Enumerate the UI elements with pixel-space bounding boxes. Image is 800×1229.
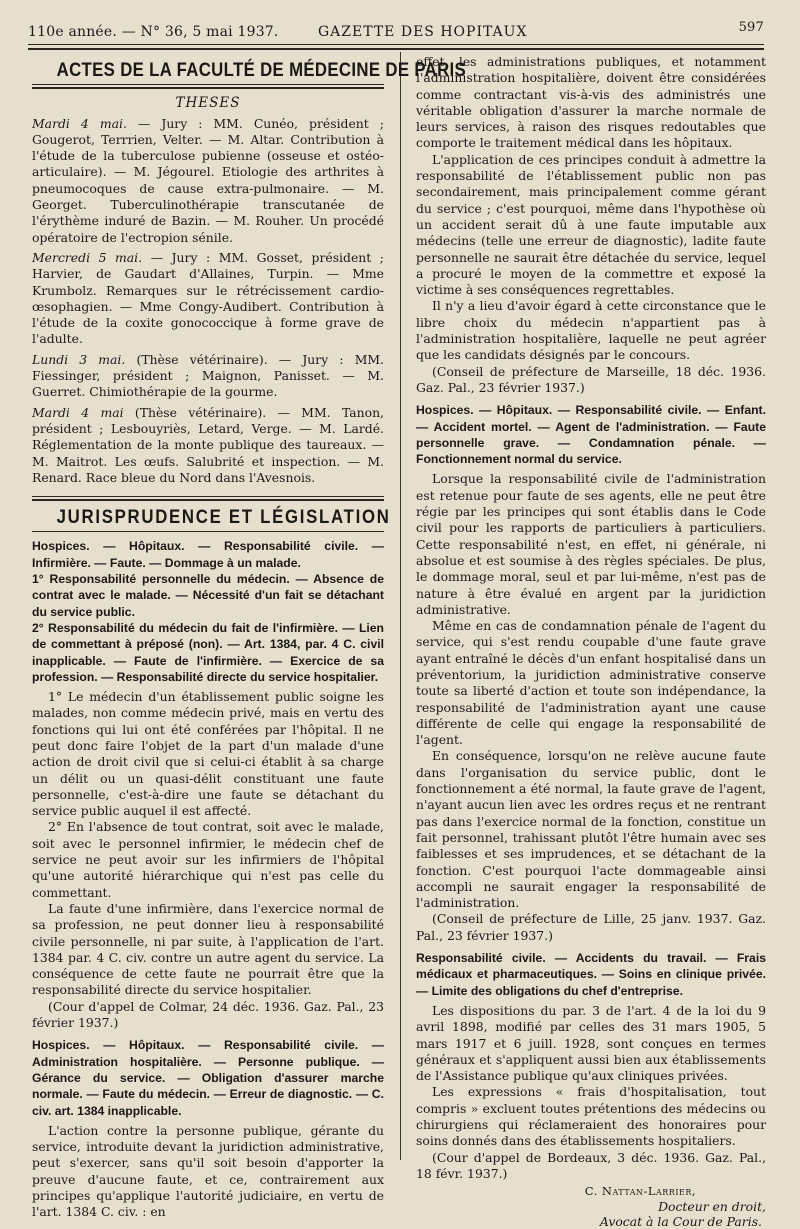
left-column <box>32 54 467 1221</box>
case1-paragraph: 1° Le médecin d'un établissement public soigne les malades, non comme médecin privé, mais en vertu des fonctions qui lui ont été conférées par l'hôpital. Il ne peut donc faire l'objet de la part d'un malade d'une action de droit civil que si celui-ci établit à sa charge un délit ou un quasi-délit constituant une faute personnelle, c'est-à-dire une faute se détachant du service public auquel il est affecté. <box>32 689 384 819</box>
thesis-entry: Mercredi 5 mai. — Jury : MM. Gosset, président ; Harvier, de Gaudart d'Allaines, Turpin. — Mme Krumbolz. Remarques sur le rétrécissement cardio-œsophagien. — Mme Congy-Audibert. Contribution à l'étude de la coxite gonococcique à forme grave de l'adulte. <box>32 249 384 347</box>
thesis-entry: Mardi 4 mai. — Jury : MM. Cunéo, président ; Gougerot, Terrrien, Velter. — M. Altar. Contribution à l'étude de la tuberculose pubienne (osseuse et ostéo-articulaire). — M. Jégourel. Etiologie des arthrites à pneumocoques de cause extra-pulmonaire. — M. Georget. Tuberculinothérapie transcutanée de l'érythème induré de Bazin. — M. Rouher. Un procédé opératoire de l'ectropion sénile. <box>32 115 384 245</box>
author-affiliation: Avocat à la Cour de Paris. <box>599 1214 762 1229</box>
case2-citation: (Conseil de préfecture de Marseille, 18 déc. 1936. Gaz. Pal., 23 février 1937.) <box>416 363 766 395</box>
actes-rule <box>32 84 384 85</box>
theses-list <box>32 116 384 487</box>
thesis-entry: Mardi 4 mai (Thèse vétérinaire). — MM. Tanon, président ; Lesbouyriès, Letard, Verge. — M. Lardé. Réglementation de la monte publique des taureaux. — M. Maitrot. Les œufs. Salubrité et inspection. — M. Renard. Race bleue du Nord dans l'Avesnois. <box>32 404 384 485</box>
issue-info: 110e année. — N° 36, 5 mai 1937. <box>28 24 279 40</box>
journal-title: GAZETTE DES HOPITAUX <box>318 24 528 40</box>
case2-rubric: Hospices. — Hôpitaux. — Responsabilité civile. — Administration hospitalière. — Personne publique. — Gérance du service. — Obligation d'assurer marche normale. — Faute du médecin. — Erreur de diagnostic. — C. civ. art. 1384 inapplicable. <box>32 1038 384 1118</box>
case3-paragraph: Même en cas de condamnation pénale de l'agent du service, qui s'est rendu coupable d'une faute grave ayant entraîné le décès d'un enfant hospitalisé dans un préventorium, la juridiction administrative conserve toute sa liberté d'action et toute son indépendance, la responsabilité de l'administration ayant une cause différente de celle qui engage la responsabilité de l'agent. <box>416 618 766 748</box>
case3-citation: (Conseil de préfecture de Lille, 25 janv. 1937. Gaz. Pal., 23 février 1937.) <box>416 911 766 943</box>
header-rule <box>28 44 764 45</box>
case2-paragraph: effet, les administrations publiques, et notamment l'administration hospitalière, doivent être considérées comme contractant vis-à-vis des administrés une véritable obligation d'assurer la marche normale de leurs services, à raison des risques redoutables que comporte le traitement médical dans les hôpitaux. <box>416 54 766 151</box>
case2-paragraph: L'application de ces principes conduit à admettre la responsabilité de l'établissement public non pas secondairement, mais principalement comme gérant du service ; c'est pourquoi, même dans l'hypothèse où un accident serait dû à une faute imputable aux médecins (telle une erreur de diagnostic), ladite faute personnelle ne saurait être détachée du service, lequel a procuré le moyen de la commettre et exposé la victime à ses conséquences regrettables. <box>416 151 766 298</box>
case1-paragraph: 2° En l'absence de tout contrat, soit avec le malade, soit avec le personnel infirmier, le médecin chef de service ne peut avoir sur les infirmiers de l'hôpital qu'une autorité hiérarchique qui n'est pas celle du commettant. <box>32 819 384 900</box>
theses-heading: THESES <box>175 95 241 112</box>
case1-rubric: Hospices. — Hôpitaux. — Responsabilité civile. — Infirmière. — Faute. — Dommage à un malade. 1° Responsabilité personnelle du médecin. — Absence de contrat avec le malade. — Nécessité d'un fait se détachant du service public. 2° Responsabilité du médecin du fait de l'infirmière. — Lien de commettant à préposé (non). — Art. 1384, par. 4 C. civil inapplicable. — Faute de l'infirmière. — Exercice de sa profession. — Responsabilité directe du service hospitalier. <box>32 539 384 684</box>
case4-rubric: Responsabilité civile. — Accidents du travail. — Frais médicaux et pharmaceutiques. — Soins en clinique privée. — Limite des obligations du chef d'entreprise. <box>416 951 766 998</box>
actes-rule-thick <box>32 87 384 89</box>
right-column <box>416 54 766 1229</box>
case4-citation: (Cour d'appel de Bordeaux, 3 déc. 1936. Gaz. Pal., 18 févr. 1937.) <box>416 1149 766 1181</box>
juris-title: JURISPRUDENCE ET LÉGISLATION <box>56 506 391 529</box>
thesis-entry: Lundi 3 mai. (Thèse vétérinaire). — Jury : MM. Fiessinger, président ; Maignon, Panisset. — M. Guerret. Chimiothérapie de la gourme. <box>32 351 385 400</box>
case3-rubric: Hospices. — Hôpitaux. — Responsabilité civile. — Enfant. — Accident mortel. — Agent de l'administration. — Faute personnelle grave. — Condamnation pénale. — Fonctionnement normal du service. <box>416 403 766 467</box>
case1-paragraph: La faute d'une infirmière, dans l'exercice normal de sa profession, ne peut donner lieu à responsabilité civile personnelle, ni par suite, à l'application de l'art. 1384 par. 4 C. civ. contre un autre agent du service. La conséquence de cette faute ne pourrait être que la responsabilité directe du service hospitalier. <box>32 900 384 998</box>
page-number: 597 <box>738 20 764 35</box>
juris-rule <box>32 496 384 497</box>
actes-title: ACTES DE LA FACULTÉ DE MÉDECINE DE PARIS <box>56 59 467 81</box>
signature-block <box>416 1184 766 1229</box>
case3-paragraph: En conséquence, lorsqu'on ne relève aucune faute dans l'organisation du service public, dont le fonctionnement a été normal, la faute grave de l'agent, n'ayant aucun lien avec les ordres reçus et ne rentrant pas dans l'exercice normal de la fonction, constitue un fait personnel, trahissant plutôt l'être humain avec ses faiblesses et ses imprudences, et se détachant de la fonction. C'est pourquoi l'acte dommageable ainsi accompli ne saurait engager la responsabilité de l'administration. <box>416 748 766 911</box>
case3-paragraph: Lorsque la responsabilité civile de l'administration est retenue pour faute de ses agents, elle ne peut être régie par les principes qui sont établis dans le Code civil pour les rapports de particuliers à particuliers. Cette responsabilité n'est, en effet, ni générale, ni absolue et est soumise à des règles spéciales. De plus, le dommage moral, seul et par lui-même, n'est pas de nature à être évalué en argent par la juridiction administrative. <box>416 471 766 617</box>
juris-rule-thick <box>32 499 384 501</box>
case2-paragraph: Il n'y a lieu d'avoir égard à cette circonstance que le libre choix du médecin n'appartient pas à l'administration hospitalière, laquelle ne peut agréer que les candidats désignés par le concours. <box>416 298 766 363</box>
juris-rule-bottom <box>32 531 384 532</box>
running-head <box>28 20 764 44</box>
case4-paragraph: Les expressions « frais d'hospitalisation, tout compris » excluent toutes prétentions des médecins ou chirurgiens qui réclameraient des honoraires pour soins donnés dans des établissements hospitaliers. <box>416 1084 766 1149</box>
case2-paragraph: L'action contre la personne publique, gérante du service, introduite devant la juridiction administrative, peut s'exercer, sans qu'il soit besoin d'apporter la preuve d'aucune faute, et ce, contrairement aux principes qu'applique l'autorité judiciaire, en vertu de l'art. 1384 C. civ. : en <box>32 1122 384 1220</box>
author-name: C. Nattan-Larrier, <box>584 1184 696 1199</box>
column-divider <box>400 52 401 1160</box>
author-title: Docteur en droit, <box>658 1199 766 1215</box>
header-rule-double <box>28 48 764 50</box>
case1-citation: (Cour d'appel de Colmar, 24 déc. 1936. Gaz. Pal., 23 février 1937.) <box>32 998 384 1031</box>
case4-paragraph: Les dispositions du par. 3 de l'art. 4 de la loi du 9 avril 1898, modifié par celles des 31 mars 1905, 5 mars 1917 et 6 juill. 1928, sont conçues en termes généraux et s'appliquent aussi bien aux établissements de l'Assistance publique qu'aux cliniques privées. <box>416 1002 766 1084</box>
